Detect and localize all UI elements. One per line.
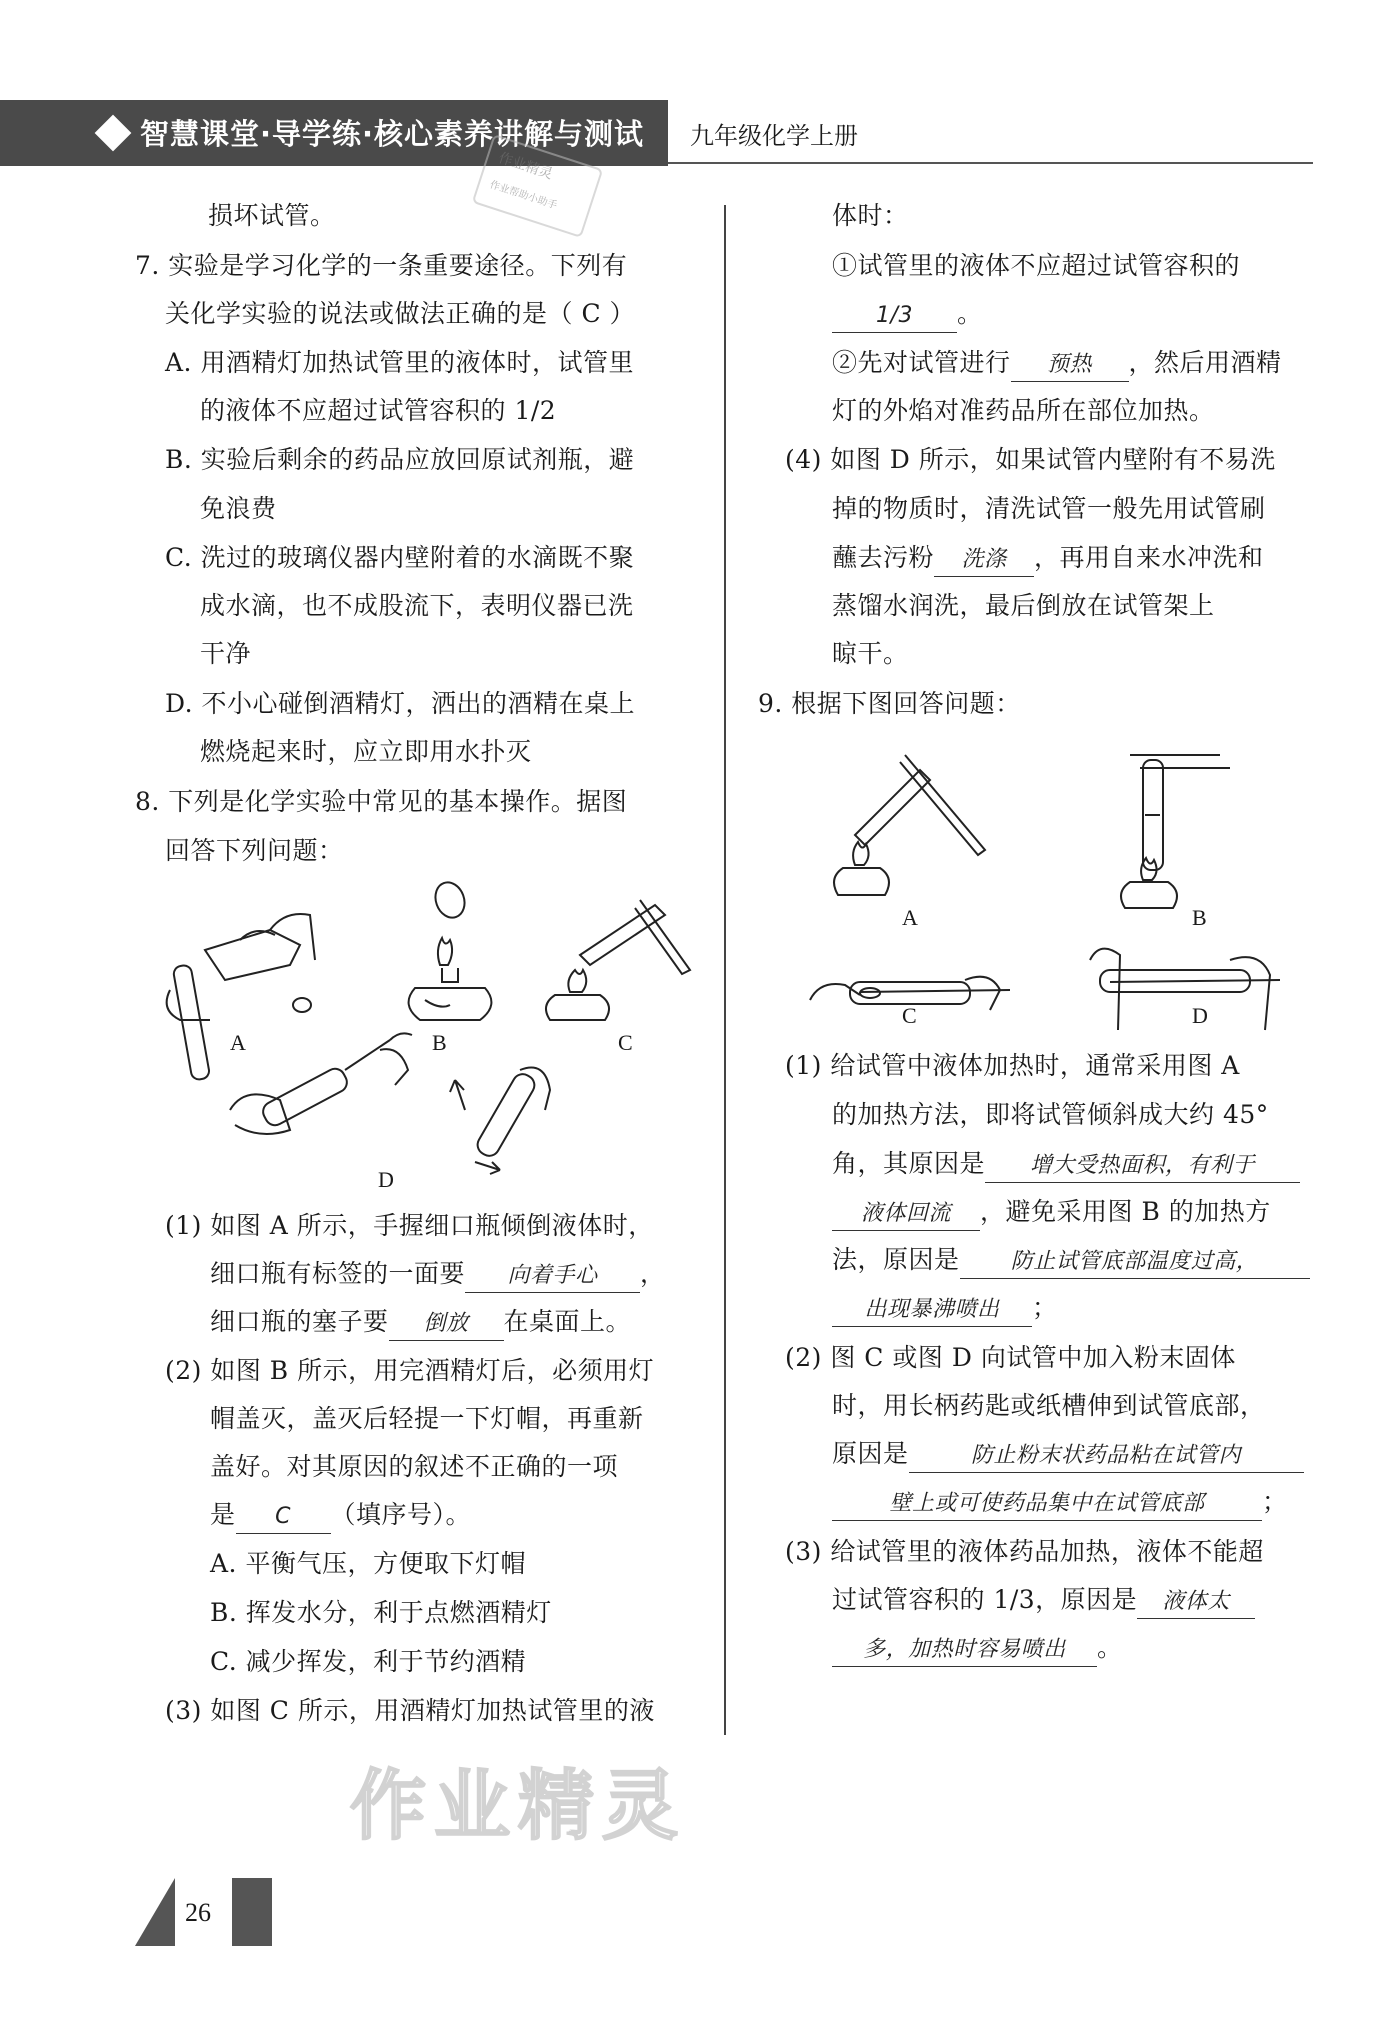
q9-part3-line3-end: 。	[1097, 1633, 1123, 1662]
q9-answer-reason-a-1: 增大受热面积，有利于	[985, 1150, 1300, 1183]
q8-part1-line2	[210, 1258, 666, 1293]
q8-label-d: D	[378, 1167, 394, 1192]
q8-fig-d-washing	[230, 1033, 550, 1174]
stamp-line-1: 作业精灵	[496, 150, 555, 183]
q8-part2-line1: (2) 如图 B 所示，用完酒精灯后，必须用灯	[165, 1356, 655, 1385]
q8-option-b: B. 挥发水分，利于点燃酒精灯	[210, 1598, 552, 1627]
q8-answer-incorrect-option: C	[236, 1501, 331, 1534]
q9-part1-line5	[832, 1244, 1310, 1279]
q9-part3-line1: (3) 给试管里的液体药品加热，液体不能超	[785, 1537, 1264, 1566]
q8-fig-b-lamp	[409, 878, 492, 1020]
q9-part3-line2-text: 过试管容积的 1/3，原因是	[832, 1585, 1138, 1614]
q9-label-d: D	[1192, 1003, 1208, 1028]
q7-option-c-2: 成水滴，也不成股流下，表明仪器已洗	[200, 591, 634, 620]
q9-part3-line2	[832, 1584, 1255, 1619]
page-corner-mark	[135, 1878, 175, 1946]
q9-part2-line3	[832, 1438, 1304, 1473]
q8-part3-item2-cont: 灯的外焰对准药品所在部位加热。	[832, 396, 1215, 425]
q8-part4-line3-end: ，再用自来水冲洗和	[1034, 543, 1264, 572]
q8-part1-line2-end: ，	[640, 1259, 666, 1288]
q7-stem-1: 7. 实验是学习化学的一条重要途径。下列有	[135, 251, 628, 280]
q9-label-c: C	[902, 1003, 917, 1028]
continued-text: 损坏试管。	[208, 201, 336, 230]
q8-part3-item1-end: 。	[957, 299, 983, 328]
q8-part2-line4-text: 是	[210, 1500, 236, 1529]
q8-part3-item1-answer-line	[832, 298, 983, 333]
q8-option-a: A. 平衡气压，方便取下灯帽	[210, 1549, 526, 1578]
q8-part4-line5: 晾干。	[832, 639, 909, 668]
q9-answer-powder-2: 壁上或可使药品集中在试管底部	[832, 1488, 1262, 1521]
q9-part1-line6-end: ；	[1032, 1293, 1058, 1322]
q9-label-b: B	[1192, 905, 1207, 930]
q9-part1-line3	[832, 1148, 1300, 1183]
q8-label-a: A	[230, 1030, 246, 1055]
q8-part3-item2-text: ②先对试管进行	[832, 348, 1011, 377]
q9-stem: 9. 根据下图回答问题：	[758, 689, 1021, 718]
q8-part2-line2: 帽盖灭，盖灭后轻提一下灯帽，再重新	[210, 1404, 644, 1433]
q9-answer-reason-a-2: 液体回流	[832, 1198, 980, 1231]
q9-part1-line6	[832, 1292, 1058, 1327]
q9-part2-line4	[832, 1486, 1288, 1521]
q9-part2-line4-end: ；	[1262, 1487, 1288, 1516]
series-title: 智慧课堂·导学练·核心素养讲解与测试	[140, 117, 645, 151]
q8-part3-item2	[832, 347, 1282, 382]
q9-fig-d-paper	[1090, 949, 1280, 1030]
q8-part1-line3	[210, 1306, 631, 1341]
q8-part2-line3: 盖好。对其原因的叙述不正确的一项	[210, 1452, 619, 1481]
q9-part3-line3	[832, 1632, 1123, 1667]
q8-label-b: B	[432, 1030, 447, 1055]
q9-answer-powder-1: 防止粉末状药品粘在试管内	[909, 1440, 1304, 1473]
q9-part2-line3-text: 原因是	[832, 1439, 909, 1468]
grade-label: 九年级化学上册	[690, 122, 858, 150]
q8-label-c: C	[618, 1030, 633, 1055]
q9-part1-line5-text: 法，原因是	[832, 1245, 960, 1274]
q7-option-b-2: 免浪费	[200, 494, 277, 523]
q8-part1-line2-text: 细口瓶有标签的一面要	[210, 1259, 466, 1288]
header-rule	[668, 162, 1313, 164]
q9-part1-line4-end: ，避免采用图 B 的加热方	[980, 1197, 1271, 1226]
q7-option-d-1: D. 不小心碰倒酒精灯，洒出的酒精在桌上	[165, 689, 636, 718]
q7-stem-2: 关化学实验的说法或做法正确的是（ C ）	[165, 299, 636, 328]
q8-part4-line3-text: 蘸去污粉	[832, 543, 935, 572]
stamp-line-2: 作业帮助小助手	[488, 179, 559, 212]
q8-part4-line2: 掉的物质时，清洗试管一般先用试管刷	[832, 494, 1266, 523]
q8-answer-stopper: 倒放	[389, 1308, 504, 1341]
q9-part2-line2: 时，用长柄药匙或纸槽伸到试管底部，	[832, 1391, 1266, 1420]
q8-part3-item2-end: ，然后用酒精	[1128, 348, 1282, 377]
q7-option-b-1: B. 实验后剩余的药品应放回原试剂瓶，避	[165, 445, 635, 474]
q8-answer-preheat: 预热	[1011, 349, 1129, 382]
q8-part3-item1: ①试管里的液体不应超过试管容积的	[832, 251, 1241, 280]
page-number: 26	[185, 1898, 211, 1927]
q7-option-a-2: 的液体不应超过试管容积的 1/2	[200, 396, 557, 425]
q9-answer-volume-reason-2: 多，加热时容易喷出	[832, 1634, 1097, 1667]
q9-figures	[800, 730, 1320, 1060]
q8-part4-line4: 蒸馏水润洗，最后倒放在试管架上	[832, 591, 1215, 620]
q9-fig-b-upright	[1121, 755, 1230, 908]
q8-part4-line1: (4) 如图 D 所示，如果试管内壁附有不易洗	[785, 445, 1276, 474]
right-continued-text: 体时：	[832, 201, 909, 230]
q8-part2-line4-end: （填序号）。	[330, 1500, 472, 1529]
q9-label-a: A	[902, 905, 918, 930]
page-box-mark	[232, 1878, 272, 1946]
q8-option-c: C. 减少挥发，利于节约酒精	[210, 1647, 527, 1676]
q9-fig-a-tilted	[834, 755, 985, 895]
q9-answer-reason-b-1: 防止试管底部温度过高，	[960, 1246, 1310, 1279]
q8-part1-line1: (1) 如图 A 所示，手握细口瓶倾倒液体时，	[165, 1211, 654, 1240]
q8-part3-line1: (3) 如图 C 所示，用酒精灯加热试管里的液	[165, 1696, 655, 1725]
watermark: 作业精灵	[350, 1761, 686, 1850]
q8-part2-line4	[210, 1499, 471, 1534]
column-divider	[724, 205, 726, 1735]
q9-answer-volume-reason-1: 液体太	[1137, 1586, 1255, 1619]
q8-part1-line3-end: 在桌面上。	[503, 1307, 632, 1336]
q7-option-c-3: 干净	[200, 639, 252, 668]
q7-option-c-1: C. 洗过的玻璃仪器内壁附着的水滴既不聚	[165, 543, 635, 572]
q8-fig-c-heating	[546, 900, 690, 1020]
q7-option-a-1: A. 用酒精灯加热试管里的液体时，试管里	[165, 348, 634, 377]
q8-part1-line3-text: 细口瓶的塞子要	[210, 1307, 389, 1336]
q9-part1-line4	[832, 1196, 1271, 1231]
q8-part4-line3	[832, 542, 1264, 577]
q7-option-d-2: 燃烧起来时，应立即用水扑灭	[200, 737, 532, 766]
q9-part1-line2: 的加热方法，即将试管倾斜成大约 45°	[832, 1100, 1269, 1129]
q8-answer-wash: 洗涤	[934, 544, 1034, 577]
q9-answer-reason-b-2: 出现暴沸喷出	[832, 1294, 1032, 1327]
q8-stem-2: 回答下列问题：	[165, 836, 344, 865]
q9-part2-line1: (2) 图 C 或图 D 向试管中加入粉末固体	[785, 1343, 1236, 1372]
q8-answer-label-side: 向着手心	[465, 1260, 640, 1293]
q9-part1-line3-text: 角，其原因是	[832, 1149, 986, 1178]
q9-part1-line1: (1) 给试管中液体加热时，通常采用图 A	[785, 1051, 1240, 1080]
q8-answer-volume: 1/3	[832, 300, 957, 333]
q8-stem-1: 8. 下列是化学实验中常见的基本操作。据图	[135, 787, 628, 816]
